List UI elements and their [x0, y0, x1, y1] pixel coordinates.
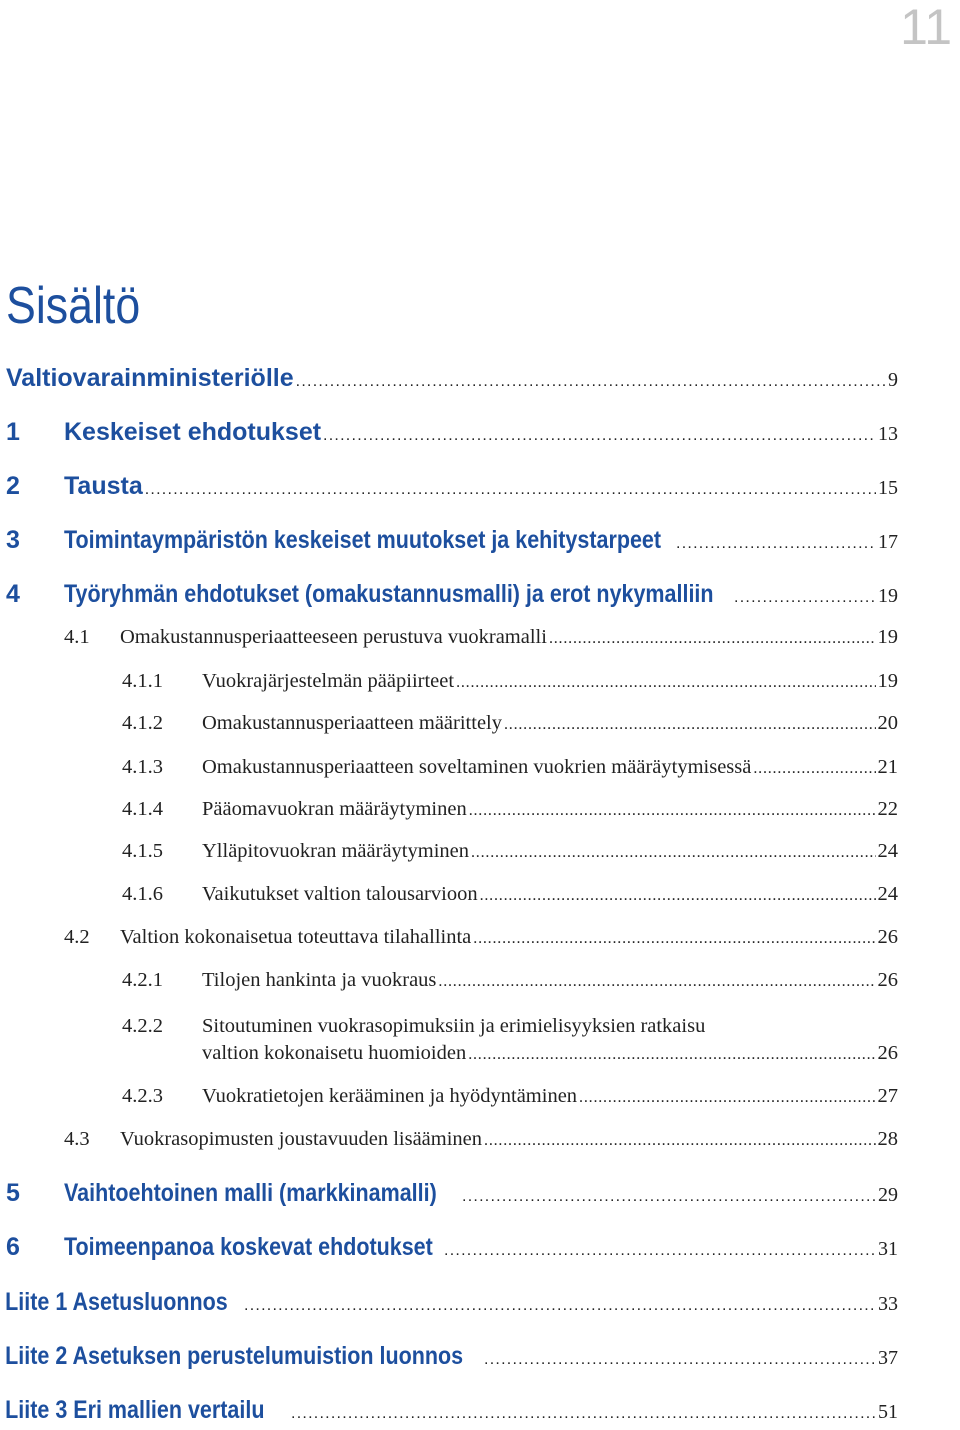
toc-entry-number: 1 — [6, 418, 20, 446]
toc-dot-leader — [145, 481, 876, 497]
toc-entry-page: 19 — [878, 585, 898, 607]
toc-entry-title: Työryhmän ehdotukset (omakustannusmalli) ja erot nykymalliin — [64, 580, 714, 608]
toc-entry-title: Toimeenpanoa koskevat ehdotukset — [64, 1233, 433, 1261]
toc-entry-page: 22 — [877, 798, 898, 820]
toc-entry-number: 4.1.4 — [122, 798, 163, 820]
toc-dot-leader — [734, 589, 876, 605]
toc-entry-number: 3 — [6, 526, 20, 554]
toc-entry-number: 4.2 — [64, 926, 90, 948]
page-number: 11 — [900, 0, 952, 55]
toc-entry-page: 26 — [877, 1042, 898, 1064]
toc-entry-page: 28 — [877, 1128, 898, 1150]
toc-entry-title-line2: valtion kokonaisetu huomioiden — [202, 1042, 467, 1064]
toc-entry-page: 29 — [878, 1184, 898, 1206]
toc-entry[interactable] — [0, 1085, 898, 1108]
toc-entry-number: 4 — [6, 580, 20, 608]
toc-entry-title: Keskeiset ehdotukset — [64, 418, 322, 446]
toc-entry[interactable] — [0, 798, 898, 821]
toc-entry-page: 51 — [878, 1401, 898, 1423]
toc-dot-leader — [753, 760, 875, 776]
toc-entry-number: 4.2.1 — [122, 969, 163, 991]
toc-entry-number: 6 — [6, 1233, 20, 1261]
toc-entry-page: 26 — [877, 969, 898, 991]
toc-entry[interactable] — [0, 1342, 898, 1371]
toc-entry-number: 4.1 — [64, 626, 90, 648]
toc-entry-page: 26 — [877, 926, 898, 948]
toc-entry[interactable] — [0, 756, 898, 779]
toc-entry[interactable] — [0, 526, 898, 555]
toc-entry-page: 13 — [878, 423, 898, 445]
toc-entry-page: 33 — [878, 1293, 898, 1315]
toc-entry[interactable] — [0, 926, 898, 949]
toc-dot-leader — [471, 844, 876, 860]
toc-entry-title: Valtion kokonaisetua toteuttava tilahallinta — [120, 926, 472, 948]
toc-entry-page: 24 — [877, 840, 898, 862]
toc-entry-page: 15 — [878, 477, 898, 499]
page-title: Sisältö — [6, 277, 141, 335]
toc-entry-title: Vaihtoehtoinen malli (markkinamalli) — [64, 1179, 437, 1207]
toc-entry-number: 4.1.2 — [122, 712, 163, 734]
toc-dot-leader — [469, 802, 876, 818]
toc-entry-title: Omakustannusperiaatteen soveltaminen vuokrien määräytymisessä — [202, 756, 752, 778]
toc-entry[interactable] — [0, 472, 898, 501]
toc-entry-title: Toimintaympäristön keskeiset muutokset ja kehitystarpeet — [64, 526, 662, 554]
toc-dot-leader — [484, 1351, 876, 1367]
toc-entry-title: Tausta — [64, 472, 143, 500]
toc-entry[interactable] — [0, 626, 898, 649]
toc-entry-page: 37 — [878, 1347, 898, 1369]
toc-entry-number: 4.1.1 — [122, 670, 163, 692]
toc-dot-leader — [462, 1188, 876, 1204]
toc-entry-page: 24 — [877, 883, 898, 905]
toc-entry[interactable] — [0, 969, 898, 992]
toc-entry[interactable] — [0, 364, 898, 393]
toc-entry[interactable] — [0, 840, 898, 863]
toc-entry-number: 4.2.2 — [122, 1015, 163, 1037]
toc-entry-page: 19 — [877, 626, 898, 648]
toc-dot-leader — [244, 1297, 876, 1313]
toc-entry-page: 31 — [878, 1238, 898, 1260]
toc-entry-title: Tilojen hankinta ja vuokraus — [202, 969, 437, 991]
toc-entry-title-line1: Sitoutuminen vuokrasopimuksiin ja erimielisyyksien ratkaisu — [202, 1015, 706, 1037]
toc-dot-leader — [549, 630, 876, 646]
toc-entry-title: Liite 2 Asetuksen perustelumuistion luonnos — [5, 1342, 464, 1370]
toc-entry[interactable] — [0, 1010, 898, 1065]
toc-entry[interactable] — [0, 712, 898, 735]
toc-entry-page: 9 — [888, 369, 898, 391]
toc-dot-leader — [504, 716, 876, 732]
toc-entry-title: Ylläpitovuokran määräytyminen — [202, 840, 469, 862]
toc-entry-number: 4.3 — [64, 1128, 90, 1150]
toc-entry[interactable] — [0, 670, 898, 693]
toc-entry-number: 4.2.3 — [122, 1085, 163, 1107]
toc-entry-number: 2 — [6, 472, 20, 500]
toc-dot-leader — [296, 373, 886, 389]
toc-entry-title: Omakustannusperiaatteen määrittely — [202, 712, 502, 734]
toc-entry[interactable] — [0, 1233, 898, 1262]
toc-entry-title: Vuokrajärjestelmän pääpiirteet — [202, 670, 455, 692]
toc-entry-page: 17 — [878, 531, 898, 553]
toc-entry[interactable] — [0, 883, 898, 906]
toc-entry-number: 4.1.6 — [122, 883, 163, 905]
toc-dot-leader — [438, 973, 875, 989]
toc-dot-leader — [456, 674, 875, 690]
toc-entry-title: Vaikutukset valtion talousarvioon — [202, 883, 478, 905]
toc-dot-leader — [323, 427, 876, 443]
toc-entry-page: 21 — [877, 756, 898, 778]
toc-entry-title: Valtiovarainministeriölle — [6, 364, 294, 392]
toc-dot-leader — [676, 535, 876, 551]
toc-entry-number: 4.1.3 — [122, 756, 163, 778]
toc-entry-page: 27 — [877, 1085, 898, 1107]
toc-dot-leader — [291, 1405, 876, 1421]
toc-dot-leader — [468, 1046, 875, 1062]
toc-dot-leader — [473, 930, 875, 946]
toc-entry[interactable] — [0, 1396, 898, 1425]
toc-entry[interactable] — [0, 1128, 898, 1151]
toc-entry-title: Liite 3 Eri mallien vertailu — [5, 1396, 265, 1424]
toc-entry-title: Omakustannusperiaatteeseen perustuva vuokramalli — [120, 626, 547, 648]
toc-entry[interactable] — [0, 580, 898, 609]
toc-entry-number: 5 — [6, 1179, 20, 1207]
toc-entry-title: Vuokratietojen kerääminen ja hyödyntäminen — [202, 1085, 578, 1107]
toc-entry[interactable] — [0, 418, 898, 447]
toc-dot-leader — [484, 1132, 875, 1148]
toc-entry-page: 20 — [877, 712, 898, 734]
toc-dot-leader — [444, 1242, 876, 1258]
toc-entry[interactable] — [0, 1179, 898, 1208]
toc-entry-title: Vuokrasopimusten joustavuuden lisääminen — [120, 1128, 483, 1150]
toc-dot-leader — [480, 887, 876, 903]
toc-entry-title: Pääomavuokran määräytyminen — [202, 798, 467, 820]
toc-entry-page: 19 — [877, 670, 898, 692]
toc-entry-title: Liite 1 Asetusluonnos — [5, 1288, 228, 1316]
toc-entry-number: 4.1.5 — [122, 840, 163, 862]
toc-dot-leader — [579, 1089, 875, 1105]
toc-entry[interactable] — [0, 1288, 898, 1317]
